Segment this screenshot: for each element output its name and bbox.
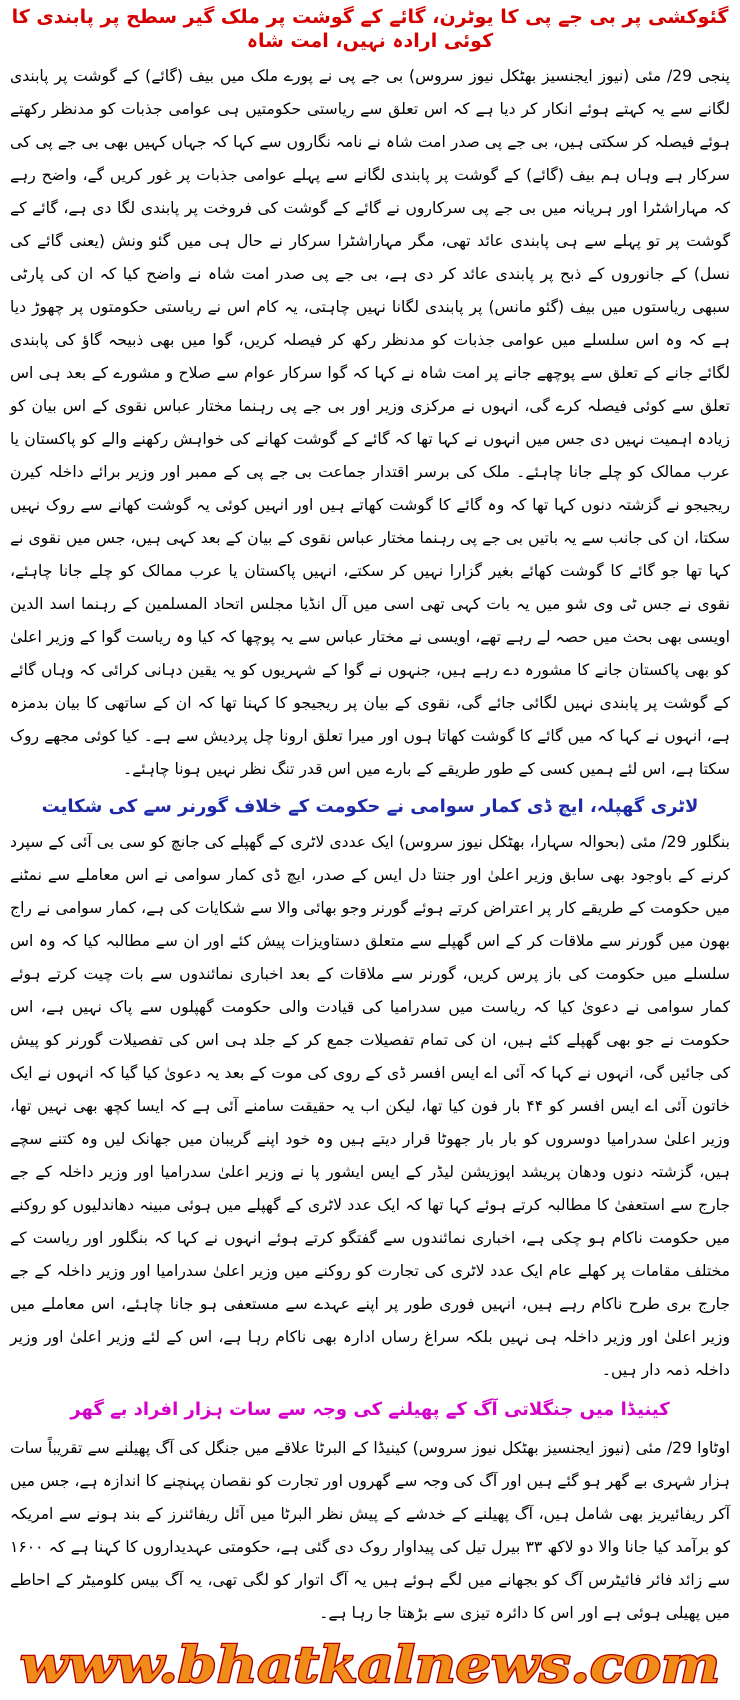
article-headline: کینیڈا میں جنگلاتی آگ کے پھیلنے کی وجہ سے سات ہزار افراد بے گھر (70, 1399, 670, 1420)
article-cow-slaughter (10, 4, 730, 786)
article-body: بنگلور 29/ مئی (بحوالہ سہارا، بھٹکل نیوز سروس) ایک عددی لاٹری کے گھپلے کی جانچ کو سی بی آئی کے سپرد کرنے کے باوجود بھی سابق وزیر اعلیٰ اور جنتا دل ایس کے صدر، ایچ ڈی کمار سوامی نے اس معاملے سے نمٹنے میں حکومت کے طریقے کار پر اعتراض کرتے ہوئے گورنر وجو بھائی والا سے شکایات کی ہے، کمار سوامی نے راج بھون میں گورنر سے ملاقات کر کے اس گھپلے سے متعلق دستاویزات پیش کئے اور ان سے مطالبہ کیا کہ وہ اس سلسلے میں حکومت کی باز پرس کریں، گورنر سے ملاقات کے بعد اخباری نمائندوں سے بات چیت کرتے ہوئے کمار سوامی نے دعویٰ کیا کہ ریاست میں سدرامیا کی قیادت والی حکومت گھپلوں سے پاک نہیں ہے، اس حکومت نے جو بھی گھپلے کئے ہیں، ان کی تمام تفصیلات جمع کر کے جلد ہی اس کی تفصیلات گورنر کو پیش کی جائیں گی، انہوں نے کہا کہ آئی اے ایس افسر ڈی کے روی کی موت کے بعد یہ دعویٰ کیا گیا کہ انہوں نے ایک خاتون آئی اے ایس افسر کو ۴۴ بار فون کیا تھا، لیکن اب یہ حقیقت سامنے آئی ہے کہ ایسا کچھ بھی نہیں تھا، وزیر اعلیٰ سدرامیا دوسروں کو بار بار جھوٹا قرار دیتے ہیں وہ خود اپنے گریبان میں جھانک لیں وہ کتنے سچے ہیں، گزشتہ دنوں ودھان پریشد اپوزیشن لیڈر کے ایس ایشور پا نے وزیر اعلیٰ سدرامیا اور وزیر داخلہ کے جے جارج سے استعفیٰ کا مطالبہ کرتے ہوئے کہا تھا کہ ایک عدد لاٹری کے گھپلے میں ہوئی مبینہ دھاندلیوں کو روکنے میں حکومت ناکام ہو چکی ہے، اخباری نمائندوں سے گفتگو کرتے ہوئے انہوں نے کہا کہ بنگلور اور ریاست کے مختلف مقامات پر کھلے عام ایک عدد لاٹری کی تجارت کو روکنے میں وزیر اعلیٰ سدرامیا اور وزیر داخلہ کے جے جارج بری طرح ناکام رہے ہیں، انہیں فوری طور پر اپنے عہدے سے مستعفی ہو جانا چاہئے، اس معاملے میں وزیر اعلیٰ اور وزیر داخلہ ہی نہیں بلکہ سراغ رساں ادارہ بھی ناکام رہا ہے، اس کے لئے وزیر اعلیٰ اور وزیر داخلہ ذمہ دار ہیں۔ (10, 833, 730, 1379)
site-url: www.bhatkalnews.com (20, 1636, 720, 1694)
article-headline: لاٹری گھپلہ، ایچ ڈی کمار سوامی نے حکومت کے خلاف گورنر سے کی شکایت (41, 795, 699, 817)
site-logo (10, 1636, 730, 1696)
article-lottery-scam (10, 786, 730, 1388)
site-watermark (0, 1636, 740, 1696)
article-canada-wildfire (10, 1387, 730, 1630)
article-body: پنجی 29/ مئی (نیوز ایجنسیز بھٹکل نیوز سروس) بی جے پی نے پورے ملک میں بیف (گائے) کے گوشت پر پابندی لگانے سے یہ کہتے ہوئے انکار کر دیا ہے کہ اس تعلق سے ریاستی حکومتیں ہی عوامی جذبات کو مدنظر رکھتے ہوئے فیصلہ کر سکتی ہیں، بی جے پی صدر امت شاہ نے نامہ نگاروں سے کہا کہ جہاں کہیں بھی بی جے پی کی سرکار ہے وہاں ہم بیف (گائے) کے گوشت پر پابندی لگانے سے پہلے عوامی جذبات پر غور کریں گے، واضح رہے کہ مہاراشٹرا اور ہریانہ میں بی جے پی سرکاروں نے گائے کے گوشت کی فروخت پر پابندی لگا دی ہے، گائے کے گوشت پر تو پہلے سے ہی پابندی عائد تھی، مگر مہاراشٹرا سرکار نے حال ہی میں گئو ونش (یعنی گائے کی نسل) کے جانوروں کے ذبح پر پابندی عائد کر دی ہے، بی جے پی صدر امت شاہ نے واضح کیا کہ ان کی پارٹی سبھی ریاستوں میں بیف (گئو مانس) پر پابندی لگانا نہیں چاہتی، یہ کام اس نے ریاستی حکومتوں پر چھوڑ دیا ہے کہ وہ اس سلسلے میں عوامی جذبات کو مدنظر رکھ کر فیصلہ کریں، گوا میں بھی ذبیحہ گاؤ کی پابندی لگائے جانے کے تعلق سے پوچھے جانے پر امت شاہ نے کہا کہ گوا سرکار عوام سے صلاح و مشورے کے بعد ہی اس تعلق سے کوئی فیصلہ کرے گی، انہوں نے مرکزی وزیر اور بی جے پی رہنما مختار عباس نقوی کے اس بیان کو زیادہ اہمیت نہیں دی جس میں انہوں نے کہا تھا کہ گائے کے گوشت کھانے کی خواہش رکھنے والے کو پاکستان یا عرب ممالک کو چلے جانا چاہئے۔ ملک کی برسر اقتدار جماعت بی جے پی کے ممبر اور وزیر برائے داخلہ کیرن ریجیجو نے گزشتہ دنوں کہا تھا کہ وہ گائے کا گوشت کھاتے ہیں اور انہیں کوئی یہ گوشت کھانے سے روک نہیں سکتا، ان کی جانب سے یہ باتیں بی جے پی رہنما مختار عباس نقوی کے بیان کے بعد کہی ہیں، جس میں نقوی نے کہا تھا جو گائے کا گوشت کھائے بغیر گزارا نہیں کر سکتے، انہیں پاکستان یا عرب ممالک کو چلے جانا چاہئے، نقوی نے جس ٹی وی شو میں یہ بات کہی تھی اسی میں آل انڈیا مجلس اتحاد المسلمین کے رہنما اسد الدین اویسی بھی بحث میں حصہ لے رہے تھے، اویسی نے مختار عباس سے یہ پوچھا کہ کیا وہ ریاست گوا کے وزیر اعلیٰ کو بھی پاکستان جانے کا مشورہ دے رہے ہیں، جنہوں نے گوا کے شہریوں کو یہ یقین دہانی کرائی کہ وہاں گائے کے گوشت پر پابندی نہیں لگائی جائے گی، نقوی کے بیان پر ریجیجو کا کہنا تھا کہ ان کے ساتھی کا بیان بدمزہ ہے، انہوں نے کہا کہ میں گائے کا گوشت کھاتا ہوں اور میرا تعلق ارونا چل پردیش سے ہے۔ کیا کوئی مجھے روک سکتا ہے، اس لئے ہمیں کسی کے طور طریقے کے بارے میں اس قدر تنگ نظر نہیں ہونا چاہئے۔ (10, 66, 730, 778)
article-body: اوٹاوا 29/ مئی (نیوز ایجنسیز بھٹکل نیوز سروس) کینیڈا کے البرٹا علاقے میں جنگل کی آگ پھیلنے سے تقریباً سات ہزار شہری بے گھر ہو گئے ہیں اور آگ کی وجہ سے گھروں اور تجارت کو نقصان پہنچنے کا اندازہ ہے، جس میں آکر ریفائیریز بھی شامل ہیں، آگ پھیلنے کے خدشے کے پیش نظر البرٹا میں آئل ریفائنرز کے بند ہونے سے امریکہ کو برآمد کیا جانا والا دو لاکھ ۳۳ بیرل تیل کی پیداوار روک دی گئی ہے، حکومتی عہدیداروں کا کہنا ہے کہ ۱۶۰۰ سے زائد فائر فائیٹرس آگ کو بجھانے میں لگے ہوئے ہیں یہ آگ اتوار کو لگی تھی، یہ آگ بیس کلومیٹر کے احاطے میں پھیلی ہوئی ہے اور اس کا دائرہ تیزی سے بڑھتا جا رہا ہے۔ (10, 1438, 730, 1622)
article-headline: گئوکشی پر بی جے پی کا یوٹرن، گائے کے گوشت پر ملک گیر سطح پر پابندی کا کوئی ارادہ نہیں، امت شاہ (11, 6, 729, 52)
